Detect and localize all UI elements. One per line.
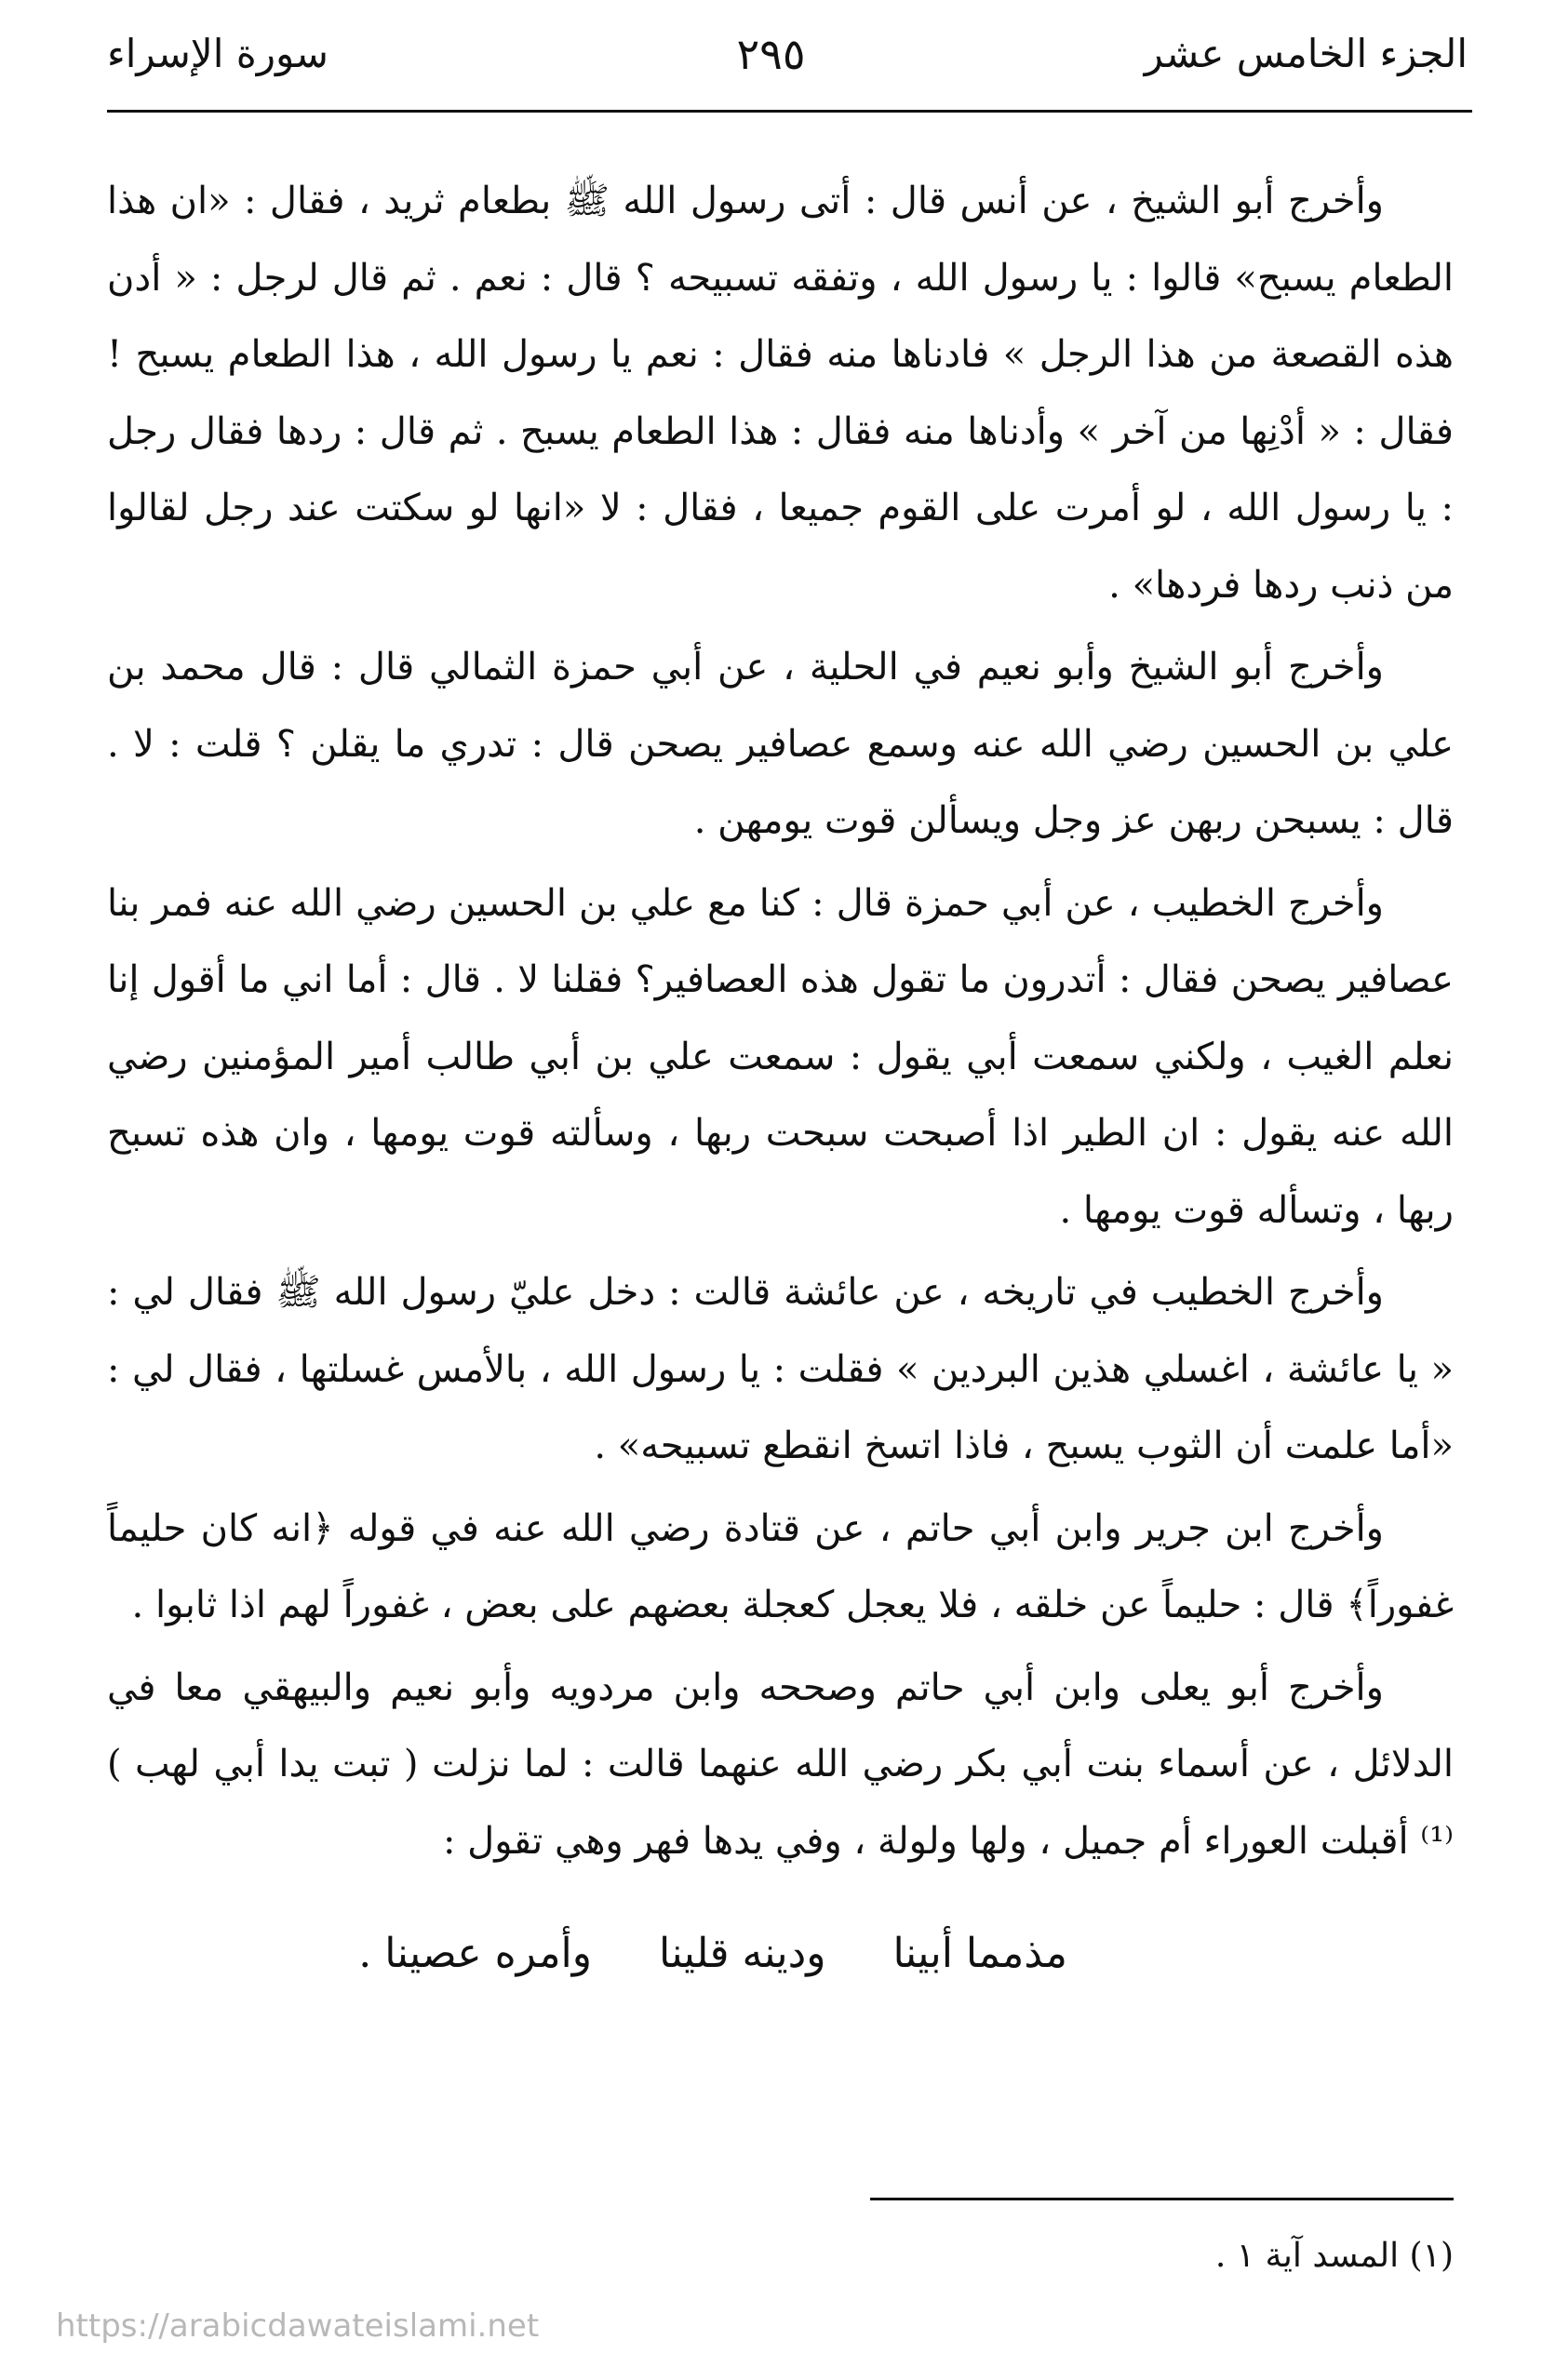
poem-part-2: ودينه قلينا xyxy=(658,1930,826,1977)
header-divider xyxy=(107,110,1472,113)
poem-part-1: مذمما أبينا xyxy=(892,1930,1067,1977)
footnote: (١) المسد آية ١ . xyxy=(1214,2237,1454,2275)
poem-part-3: وأمره عصينا . xyxy=(358,1930,592,1977)
surah-title: سورة الإسراء xyxy=(107,31,329,76)
poem-verse xyxy=(304,1917,1067,1991)
source-watermark: https://arabicdawateislami.net xyxy=(56,2307,540,2345)
footnote-divider xyxy=(870,2198,1454,2200)
page-number: ٢٩٥ xyxy=(736,29,806,79)
juz-title: الجزء الخامس عشر xyxy=(1144,31,1468,76)
paragraph-5: وأخرج ابن جرير وابن أبي حاتم ، عن قتادة رضي الله عنه في قوله ﴿انه كان حليماً غفوراً﴾ قال : حليماً عن خلقه ، فلا يعجل كعجلة بعضهم على بعض ، غفوراً لهم اذا ثابوا . xyxy=(107,1506,1454,1626)
paragraph-3: وأخرج الخطيب ، عن أبي حمزة قال : كنا مع علي بن الحسين رضي الله عنه فمر بنا عصافير يصحن فقال : أتدرون ما تقول هذه العصافير؟ فقلنا لا . قال : أما اني ما أقول إنا نعلم الغيب ، ولكني سمعت أبي يقول : سمعت علي بن أبي طالب أمير المؤمنين رضي الله عنه يقول : ان الطير اذا أصبحت سبحت ربها ، وسألته قوت يومها ، وان هذه تسبح ربها ، وتسأله قوت يومها . xyxy=(107,881,1454,1232)
paragraph-6: وأخرج أبو يعلى وابن أبي حاتم وصححه وابن مردويه وأبو نعيم والبيهقي معا في الدلائل ، عن أسماء بنت أبي بكر رضي الله عنهما قالت : لما نزلت ( تبت يدا أبي لهب )⁽¹⁾ أقبلت العوراء أم جميل ، ولها ولولة ، وفي يدها فهر وهي تقول : xyxy=(107,1665,1454,1863)
paragraph-1: وأخرج أبو الشيخ ، عن أنس قال : أتى رسول الله ﷺ بطعام ثريد ، فقال : «ان هذا الطعام يسبح» قالوا : يا رسول الله ، وتفقه تسبيحه ؟ قال : نعم . ثم قال لرجل : « أدن هذه القصعة من هذا الرجل » فادناها منه فقال : نعم يا رسول الله ، هذا الطعام يسبح ! فقال : « أدْنِها من آخر » وأدناها منه فقال : هذا الطعام يسبح . ثم قال : ردها فقال رجل : يا رسول الله ، لو أمرت على القوم جميعا ، فقال : لا «انها لو سكتت عند رجل لقالوا من ذنب ردها فردها» . xyxy=(107,180,1454,607)
paragraph-2: وأخرج أبو الشيخ وأبو نعيم في الحلية ، عن أبي حمزة الثمالي قال : قال محمد بن علي بن الحسين رضي الله عنه وسمع عصافير يصحن قال : تدري ما يقلن ؟ قلت : لا . قال : يسبحن ربهن عز وجل ويسألن قوت يومهن . xyxy=(107,646,1454,842)
paragraph-4: وأخرج الخطيب في تاريخه ، عن عائشة قالت : دخل عليّ رسول الله ﷺ فقال لي : « يا عائشة ، اغسلي هذين البردين » فقلت : يا رسول الله ، بالأمس غسلتها ، فقال لي : «أما علمت أن الثوب يسبح ، فاذا اتسخ انقطع تسبيحه» . xyxy=(107,1271,1454,1467)
main-text xyxy=(107,163,1454,1885)
